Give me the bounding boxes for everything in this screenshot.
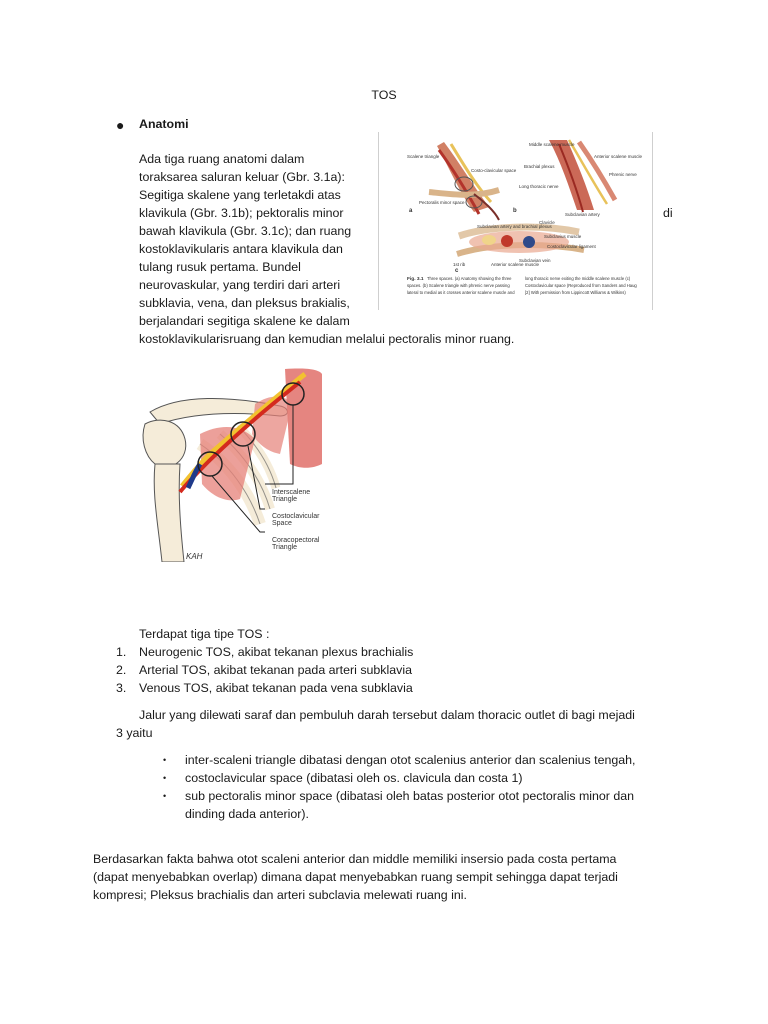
bullet-item: inter-scaleni triangle dibatasi dengan otot scalenius anterior dan scalenius tengah, xyxy=(185,753,636,767)
fig2-label-triangle-1: Triangle xyxy=(272,496,298,503)
fig1-caption-line: Three spaces. (a) Anatomy showing the three xyxy=(427,276,512,281)
fig1-label-a-0: Scalene triangle xyxy=(407,154,440,159)
list-number: 2. xyxy=(116,663,127,677)
fig1-label-b-2: Brachial plexus xyxy=(524,164,555,169)
fig2-label-costoclavicular: Costoclavicular xyxy=(272,513,320,520)
paragraph-line: berjalandari segitiga skalene ke dalam xyxy=(139,314,350,328)
fig1-label-b-4: Phrenic nerve xyxy=(609,172,637,177)
fig2-label-space: Space xyxy=(272,520,292,527)
fig2-label-coracopectoral: Coracopectoral xyxy=(272,537,320,544)
section-heading: Anatomi xyxy=(139,117,189,131)
fig1-label-a-2: Pectoralis minor space xyxy=(419,200,465,205)
bullet-dot: • xyxy=(163,755,167,765)
fig1-panel-c: c xyxy=(455,268,459,274)
paragraph-line: tulang rusuk pertama. Bundel xyxy=(139,260,301,274)
fig1-label-c-4: Subclavian vein xyxy=(519,258,551,263)
anatomy-figure-three-spaces xyxy=(378,132,653,310)
fig1-label-c-3: Costoclavicular ligament xyxy=(547,244,596,249)
bullet-item-continued: dinding dada anterior). xyxy=(185,807,309,821)
bullet-item: sub pectoralis minor space (dibatasi oleh batas posterior otot pectoralis minor dan xyxy=(185,789,635,803)
fig1-caption-line: long thoracic nerve exiting the middle scalene muscle (c) xyxy=(525,276,631,281)
bullet-dot: • xyxy=(163,791,167,801)
fig1-label-b-5: Subclavian artery xyxy=(565,212,600,217)
list-number: 3. xyxy=(116,681,127,695)
list-item: Arterial TOS, akibat tekanan pada arteri subklavia xyxy=(139,663,412,677)
paragraph-line: kostoklavikularis antara klavikula dan xyxy=(139,242,343,256)
fig1-caption-lead: Fig. 3.1 xyxy=(407,277,424,282)
paragraph-line: subklavia, vena, dan pleksus brakialis, xyxy=(139,296,350,310)
fig1-label-b-1: Anterior scalene muscle xyxy=(594,154,643,159)
fig1-label-c-0: Clavicle xyxy=(539,220,555,225)
types-intro: Terdapat tiga tipe TOS : xyxy=(139,627,270,641)
conclusion-line: Berdasarkan fakta bahwa otot scaleni anterior dan middle memiliki insersio pada costa pertama xyxy=(93,852,617,866)
fig1-label-c-2: Subclavius muscle xyxy=(544,234,582,239)
fig2-label-triangle-2: Triangle xyxy=(272,544,298,551)
trailing-word: di xyxy=(663,206,673,220)
bullet-dot: • xyxy=(163,773,167,783)
fig1-label-b-0: Middle scalene muscle xyxy=(529,142,575,147)
fig1-panel-b: b xyxy=(513,208,517,214)
paragraph-line: neurovaskular, yang terdiri dari arteri xyxy=(139,278,341,292)
paragraph-line: Ada tiga ruang anatomi dalam xyxy=(139,152,305,166)
fig1-caption-line: Costoclavicular space (Reproduced from Sanders and Haug xyxy=(525,283,637,288)
list-number: 1. xyxy=(116,645,127,659)
fig1-panel-a: a xyxy=(409,208,413,214)
conclusion-line: kompresi; Pleksus brachialis dan arteri subclavia melewati ruang ini. xyxy=(93,888,467,902)
fig1-label-c-6: 1st rib xyxy=(453,262,466,267)
fig1-caption-line: lateral to medial as it crosses anterior scalene muscle and xyxy=(407,290,515,295)
paragraph-line: klavikula (Gbr. 3.1b); pektoralis minor xyxy=(139,206,344,220)
fig2-label-interscalene: Interscalene xyxy=(272,489,311,496)
conclusion-line: (dapat menyebabkan overlap) dimana dapat menyebabkan ruang sempit sehingga dapat terjadi xyxy=(93,870,618,884)
anatomy-figure-illustration xyxy=(379,132,652,310)
fig1-caption-line: spaces. (b) Scalene triangle with phrenic nerve passing xyxy=(407,283,510,288)
fig1-label-c-1: Subclavian artery and brachial plexus xyxy=(477,224,552,229)
shoulder-illustration xyxy=(140,364,340,562)
fig2-signature: KAH xyxy=(186,552,203,561)
fig1-caption-line: [2] With permission from Lippincott Williams & Wilkins) xyxy=(525,290,626,295)
list-item: Neurogenic TOS, akibat tekanan plexus brachialis xyxy=(139,645,414,659)
paragraph-line: bawah klavikula (Gbr. 3.1c); dan ruang xyxy=(139,224,352,238)
paragraph-line: kostoklavikularisruang dan kemudian melalui pectoralis minor ruang. xyxy=(139,332,515,346)
jalur-line: Jalur yang dilewati saraf dan pembuluh darah tersebut dalam thoracic outlet di bagi mejadi xyxy=(139,708,635,722)
fig1-label-b-3: Long thoracic nerve xyxy=(519,184,559,189)
jalur-line: 3 yaitu xyxy=(116,726,153,740)
shoulder-anatomy-figure xyxy=(140,364,340,562)
bullet-dot: ● xyxy=(116,117,125,133)
paragraph-line: Segitiga skalene yang terletakdi atas xyxy=(139,188,341,202)
fig1-label-a-1: Costo-clavicular space xyxy=(471,168,517,173)
page-title: TOS xyxy=(371,88,397,102)
fig1-label-c-5: Anterior scalene muscle xyxy=(491,262,540,267)
paragraph-line: toraksarea saluran keluar (Gbr. 3.1a): xyxy=(139,170,345,184)
bullet-item: costoclavicular space (dibatasi oleh os. clavicula dan costa 1) xyxy=(185,771,523,785)
list-item: Venous TOS, akibat tekanan pada vena subklavia xyxy=(139,681,413,695)
